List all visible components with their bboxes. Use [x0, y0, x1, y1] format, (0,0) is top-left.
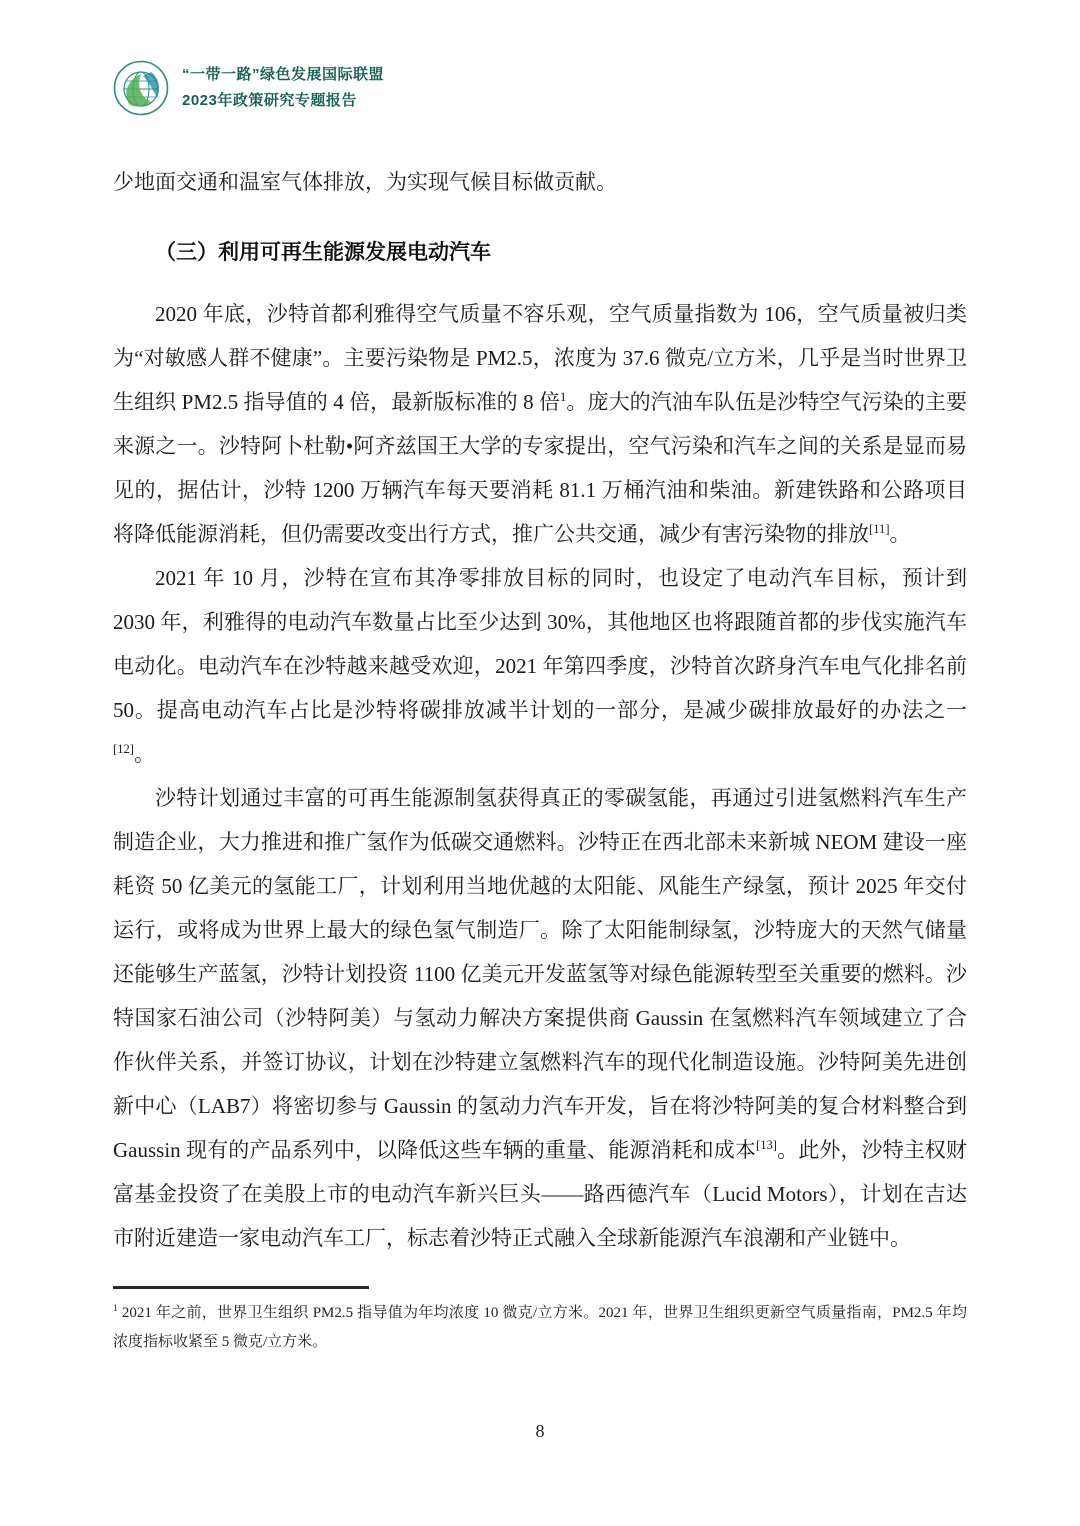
- footnote-text: 2021 年之前，世界卫生组织 PM2.5 指导值为年均浓度 10 微克/立方米。2021 年，世界卫生组织更新空气质量指南，PM2.5 年均浓度指标收紧至 5 微克/立方米。: [113, 1305, 967, 1350]
- page-body: [113, 160, 967, 1260]
- paragraph-text: 沙特计划通过丰富的可再生能源制氢获得真正的零碳氢能，再通过引进氢燃料汽车生产制造企业，大力推进和推广氢作为低碳交通燃料。沙特正在西北部未来新城 NEOM 建设一座耗资 50 亿美元的氢能工厂，计划利用当地优越的太阳能、风能生产绿氢，预计 2025 年交付运行，或将成为世界上最大的绿色氢气制造厂。除了太阳能制绿氢，沙特庞大的天然气储量还能够生产蓝氢，沙特计划投资 1100 亿美元开发蓝氢等对绿色能源转型至关重要的燃料。沙特国家石油公司（沙特阿美）与氢动力解决方案提供商 Gaussin 在氢燃料汽车领域建立了合作伙伴关系，并签订协议，计划在沙特建立氢燃料汽车的现代化制造设施。沙特阿美先进创新中心（LAB7）将密切参与 Gaussin 的氢动力汽车开发，旨在将沙特阿美的复合材料整合到 Gaussin 现有的产品系列中，以降低这些车辆的重量、能源消耗和成本: [113, 786, 967, 1162]
- coalition-logo-icon: [113, 60, 169, 116]
- citation-ref: [13]: [756, 1138, 777, 1152]
- page-header: [113, 60, 967, 116]
- intro-paragraph: 少地面交通和温室气体排放，为实现气候目标做贡献。: [113, 170, 617, 194]
- paragraph-text: 2021 年 10 月，沙特在宣布其净零排放目标的同时，也设定了电动汽车目标，预计到 2030 年，利雅得的电动汽车数量占比至少达到 30%，其他地区也将跟随首都的步伐实施汽车电动化。电动汽车在沙特越来越受欢迎，2021 年第四季度，沙特首次跻身汽车电气化排名前 50。提高电动汽车占比是沙特将碳排放减半计划的一部分，是减少碳排放最好的办法之一: [113, 566, 967, 722]
- paragraph-2: [113, 556, 967, 776]
- paragraph-text: 。庞大的汽油车队伍是沙特空气污染的主要来源之一。沙特阿卜杜勒•阿齐兹国王大学的专家提出，空气污染和汽车之间的关系是显而易见的，据估计，沙特 1200 万辆汽车每天要消耗 81.1 万桶汽油和柴油。新建铁路和公路项目将降低能源消耗，但仍需要改变出行方式，推广公共交通，减少有害污染物的排放: [113, 390, 967, 546]
- paragraph-text: 。: [133, 742, 155, 766]
- footnote-divider: [113, 1286, 369, 1289]
- header-org-line2: 2023年政策研究专题报告: [182, 92, 357, 109]
- footnote: [113, 1299, 967, 1357]
- paragraph-3: [113, 776, 967, 1260]
- header-org-line1: “一带一路”绿色发展国际联盟: [182, 65, 385, 83]
- footnote-block: [113, 1286, 967, 1357]
- paragraph-text: 。: [889, 522, 911, 546]
- paragraph-text: 2020 年底，沙特首都利雅得空气质量不容乐观，空气质量指数为 106，空气质量被归类为“对敏感人群不健康”。主要污染物是 PM2.5，浓度为 37.6 微克/立方米，几乎是当时世界卫生组织 PM2.5 指导值的 4 倍，最新版标准的 8 倍: [113, 302, 967, 414]
- citation-ref: [11]: [869, 522, 890, 536]
- footnote-marker: 1: [113, 1303, 118, 1314]
- citation-ref: [12]: [113, 742, 134, 756]
- paragraph-1: [113, 292, 967, 556]
- page-number: 8: [535, 1421, 545, 1441]
- header-org-text: [182, 62, 384, 115]
- paragraph-text: 。此外，沙特主权财富基金投资了在美股上市的电动汽车新兴巨头——路西德汽车（Lucid Motors），计划在吉达市附近建造一家电动汽车工厂，标志着沙特正式融入全球新能源汽车浪潮和产业链中。: [113, 1138, 967, 1250]
- section-heading: （三）利用可再生能源发展电动汽车: [155, 240, 491, 264]
- footnote-ref: 1: [560, 390, 567, 404]
